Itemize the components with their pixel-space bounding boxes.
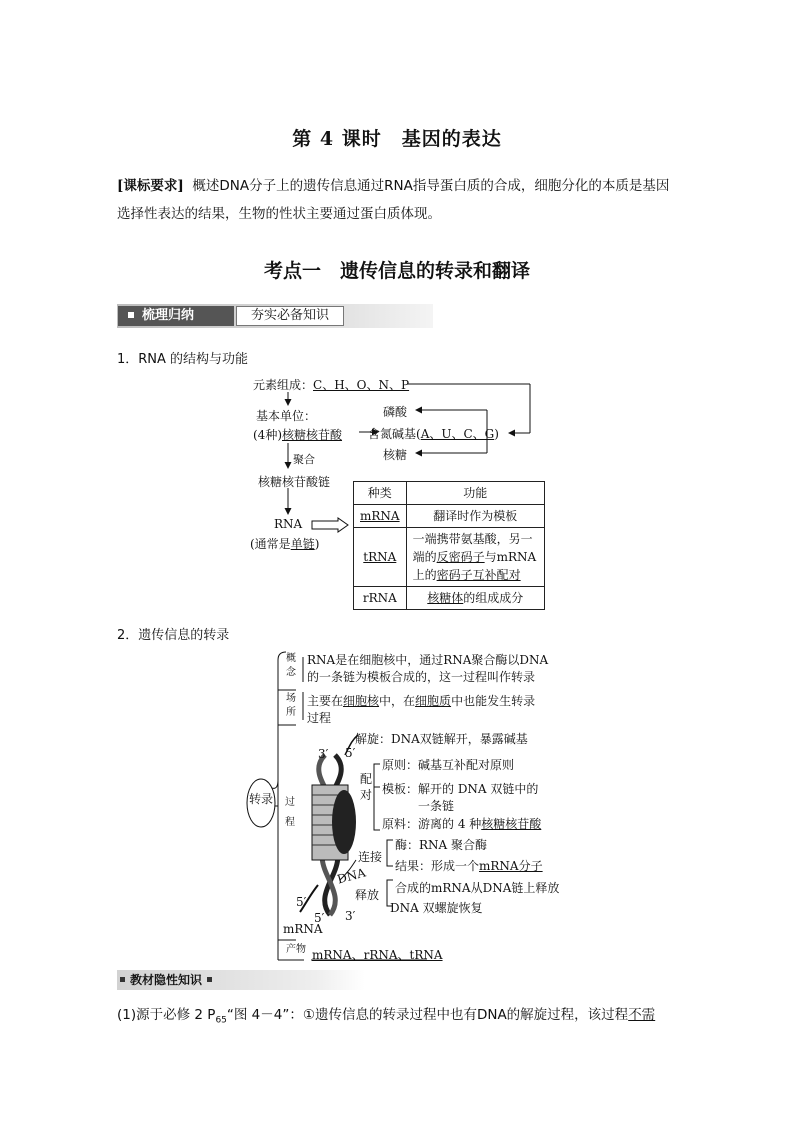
trna-type: tRNA	[363, 550, 397, 564]
mrna-type: mRNA	[360, 509, 400, 523]
square-bullet-icon	[207, 977, 212, 982]
ribose-label: 核糖	[383, 448, 408, 462]
mrna-function: 翻译时作为模板	[406, 505, 544, 528]
site-text: 主要在细胞核中，在细胞质中也能发生转录 过程	[307, 694, 536, 725]
principle-text: 原则：碱基互补配对原则	[382, 758, 515, 772]
section1-heading: 1．RNA 的结构与功能	[117, 352, 249, 367]
three-prime-top: 3′	[318, 747, 329, 761]
bases-value: A、U、C、G	[420, 427, 495, 441]
five-prime-left: 5′	[296, 895, 307, 909]
product-label: 产物	[286, 944, 306, 955]
table-header: 种类	[354, 482, 407, 505]
square-bullet-icon	[120, 977, 125, 982]
single-strand-value: 单链	[290, 537, 315, 551]
unit-row: (4种)核糖核苷酸	[253, 428, 343, 442]
hidden-knowledge-banner: 教材隐性知识	[117, 970, 365, 990]
release-text-2: DNA 双螺旋恢复	[390, 901, 483, 915]
requirement-label: [课标要求]	[117, 178, 184, 194]
elements-value: C、H、O、N、P	[313, 378, 410, 392]
template-text: 模板：解开的 DNA 双链中的 一条链	[382, 782, 539, 813]
process-label: 过 程	[285, 797, 295, 828]
chain-label: 核糖核苷酸链	[258, 475, 331, 489]
rrna-function: 核糖体的组成成分	[406, 587, 544, 610]
rrna-type: rRNA	[354, 587, 407, 610]
concept-text: RNA是在细胞核中，通过RNA聚合酶以DNA 的一条链为模板合成的，这一过程叫作转录	[307, 653, 549, 684]
dna-label: DNA	[335, 865, 368, 887]
key-point-heading: 考点一 遗传信息的转录和翻译	[263, 260, 530, 282]
products-text: mRNA、rRNA、tRNA	[312, 948, 443, 962]
rna-note: (通常是单链)	[250, 537, 320, 551]
banner-light-label: 夯实必备知识	[236, 306, 344, 326]
unit-value: 核糖核苷酸	[282, 428, 343, 442]
site-label: 场 所	[286, 693, 296, 718]
requirement-text: 概述DNA分子上的遗传信息通过RNA指导蛋白质的合成，细胞分化的本质是基因选择性表达的结果，生物的性状主要通过蛋白质体现。	[117, 178, 670, 222]
release-text-1: 合成的mRNA从DNA链上释放	[395, 881, 560, 895]
transcription-center-label: 转录	[248, 792, 273, 806]
page-title: 第 4 课时 基因的表达	[292, 128, 502, 150]
elements-row: 元素组成：C、H、O、N、P	[253, 378, 410, 392]
unwind-text: 解旋：DNA双链解开，暴露碱基	[355, 732, 528, 746]
enzyme-text: 酶：RNA 聚合酶	[395, 838, 488, 852]
five-prime-top: 5′	[345, 746, 356, 760]
bottom-text-line: (1)源于必修 2 $P_{65}“$图 4－4”：①遗传信息的转录过程中也有DNA的解旋过程，该过程不需	[117, 1007, 656, 1026]
banner-dark-label: 梳理归纳	[118, 306, 234, 326]
rna-label: RNA	[274, 517, 303, 531]
base-row: 含氮碱基(A、U、C、G)	[368, 427, 499, 441]
five-prime-bottom: 5′	[314, 911, 325, 925]
dna-helix-icon	[300, 735, 358, 915]
concept-label: 概 念	[286, 653, 296, 678]
unit-label: 基本单位：	[256, 409, 317, 423]
section2-heading: 2．遗传信息的转录	[117, 628, 230, 643]
phosphate-label: 磷酸	[383, 405, 408, 419]
material-text: 原料：游离的 4 种核糖核苷酸	[382, 817, 542, 831]
pairing-label: 配 对	[360, 772, 373, 802]
release-label: 释放	[355, 888, 380, 902]
polymerize-label: 聚合	[293, 453, 315, 466]
table-header: 功能	[406, 482, 544, 505]
trna-function: 一端携带氨基酸，另一 端的反密码子与mRNA 上的密码子互补配对	[406, 528, 544, 587]
mrna-label: mRNA	[283, 922, 323, 936]
result-text: 结果：形成一个mRNA分子	[395, 859, 543, 873]
three-prime-bottom: 3′	[345, 909, 356, 923]
connect-label: 连接	[358, 850, 383, 864]
